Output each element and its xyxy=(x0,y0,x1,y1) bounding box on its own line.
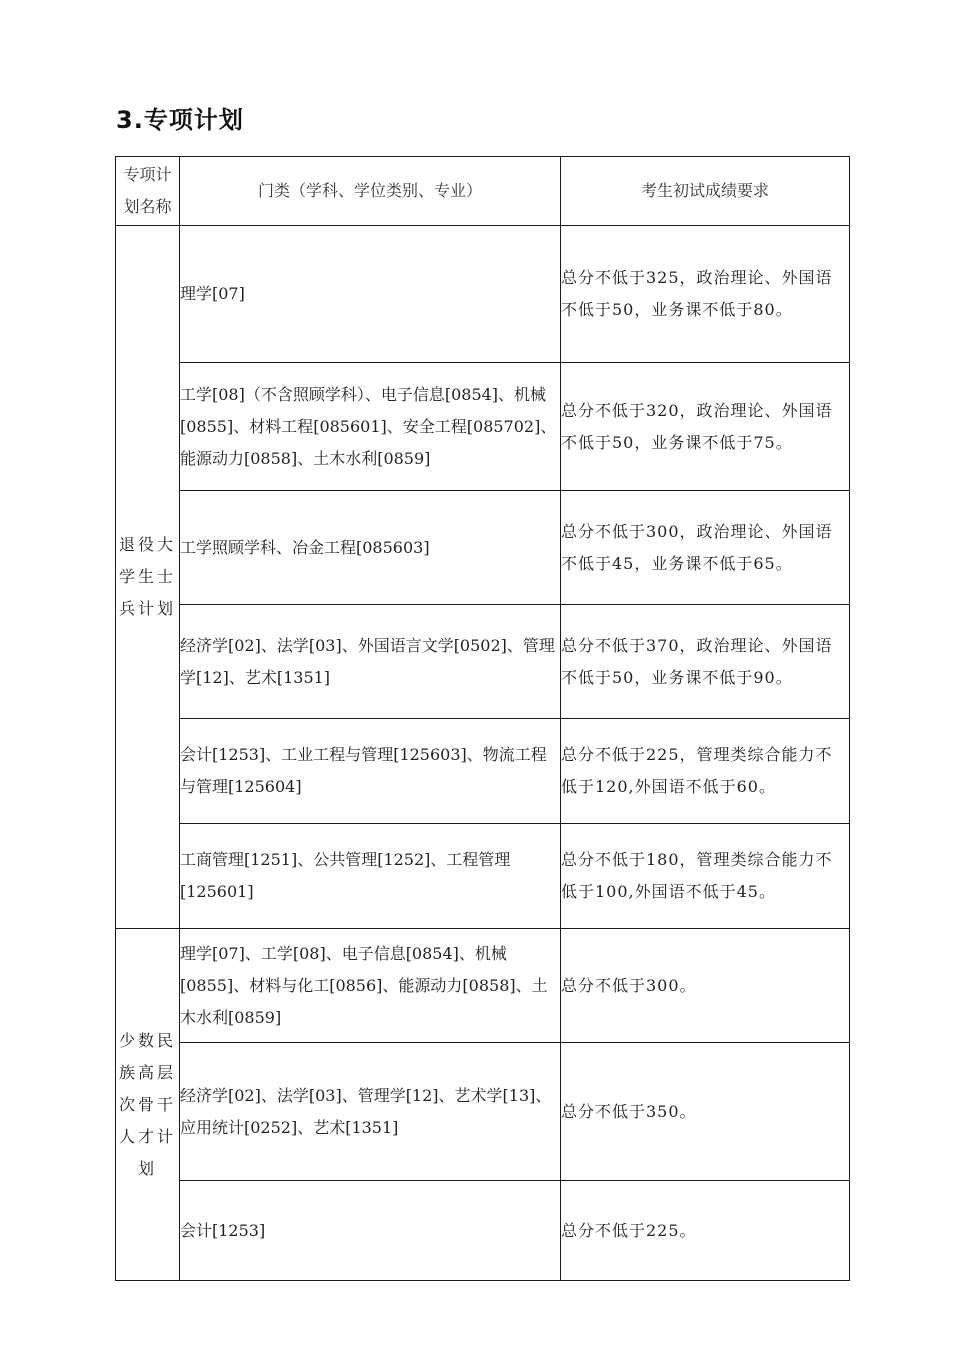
table-row xyxy=(116,491,850,605)
header-plan-name: 专项计划名称 xyxy=(116,157,180,226)
requirement-cell: 总分不低于325，政治理论、外国语不低于50，业务课不低于80。 xyxy=(561,226,850,363)
table-row xyxy=(116,719,850,824)
requirement-cell: 总分不低于180，管理类综合能力不低于100,外国语不低于45。 xyxy=(561,824,850,929)
category-cell: 理学[07]、工学[08]、电子信息[0854]、机械[0855]、材料与化工[0856]、能源动力[0858]、土木水利[0859] xyxy=(180,929,561,1043)
category-cell: 工学[08]（不含照顾学科）、电子信息[0854]、机械[0855]、材料工程[085601]、安全工程[085702]、能源动力[0858]、土木水利[0859] xyxy=(180,363,561,491)
special-plan-table xyxy=(115,156,850,1281)
plan-name-veterans: 退役大学生士兵计划 xyxy=(116,226,180,929)
plan-name-minority: 少数民族高层次骨干人才计划 xyxy=(116,929,180,1281)
category-cell: 工商管理[1251]、公共管理[1252]、工程管理[125601] xyxy=(180,824,561,929)
category-cell: 经济学[02]、法学[03]、外国语言文学[0502]、管理学[12]、艺术[1351] xyxy=(180,605,561,719)
table-row xyxy=(116,226,850,363)
requirement-cell: 总分不低于300，政治理论、外国语不低于45，业务课不低于65。 xyxy=(561,491,850,605)
table-row xyxy=(116,363,850,491)
header-category: 门类（学科、学位类别、专业） xyxy=(180,157,561,226)
table-row xyxy=(116,1181,850,1281)
table-header-row xyxy=(116,157,850,226)
requirement-cell: 总分不低于225。 xyxy=(561,1181,850,1281)
requirement-cell: 总分不低于320，政治理论、外国语不低于50，业务课不低于75。 xyxy=(561,363,850,491)
table-row xyxy=(116,929,850,1043)
category-cell: 工学照顾学科、冶金工程[085603] xyxy=(180,491,561,605)
category-cell: 会计[1253] xyxy=(180,1181,561,1281)
section-heading: 3.专项计划 xyxy=(116,106,244,134)
category-cell: 经济学[02]、法学[03]、管理学[12]、艺术学[13]、应用统计[0252]、艺术[1351] xyxy=(180,1043,561,1181)
header-score-requirement: 考生初试成绩要求 xyxy=(561,157,850,226)
table-row xyxy=(116,1043,850,1181)
requirement-cell: 总分不低于225，管理类综合能力不低于120,外国语不低于60。 xyxy=(561,719,850,824)
requirement-cell: 总分不低于370，政治理论、外国语不低于50，业务课不低于90。 xyxy=(561,605,850,719)
table-row xyxy=(116,605,850,719)
table-row xyxy=(116,824,850,929)
category-cell: 会计[1253]、工业工程与管理[125603]、物流工程与管理[125604] xyxy=(180,719,561,824)
category-cell: 理学[07] xyxy=(180,226,561,363)
requirement-cell: 总分不低于300。 xyxy=(561,929,850,1043)
requirement-cell: 总分不低于350。 xyxy=(561,1043,850,1181)
